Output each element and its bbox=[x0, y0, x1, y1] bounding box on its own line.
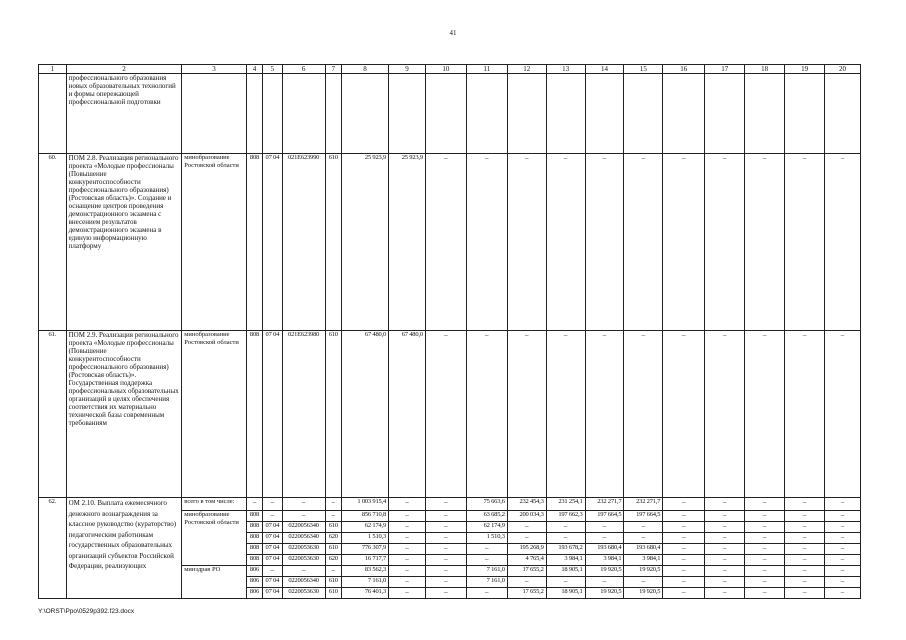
year-col-10: – bbox=[425, 331, 466, 498]
cell: 200 034,3 bbox=[507, 511, 546, 522]
cell: 0220056340 bbox=[282, 522, 325, 533]
cell: 808 bbox=[246, 522, 262, 533]
year-col-13: – bbox=[546, 154, 585, 331]
column-number-17: 17 bbox=[705, 65, 745, 74]
cell: – bbox=[425, 544, 466, 555]
table-row-continued bbox=[39, 74, 861, 154]
year-col-15: – bbox=[624, 154, 663, 331]
cell: – bbox=[507, 522, 546, 533]
cell: – bbox=[546, 533, 585, 544]
column-number-10: 10 bbox=[425, 65, 466, 74]
total-amount: 67 480,0 bbox=[341, 331, 388, 498]
cell: – bbox=[663, 533, 705, 544]
cell: – bbox=[705, 522, 745, 533]
cell: 07 04 bbox=[263, 533, 282, 544]
column-number-19: 19 bbox=[785, 65, 825, 74]
cell: 193 678,2 bbox=[546, 544, 585, 555]
cell: – bbox=[389, 588, 426, 599]
cell: 0220056340 bbox=[282, 577, 325, 588]
cell: – bbox=[745, 511, 785, 522]
cell: – bbox=[663, 577, 705, 588]
cell: – bbox=[585, 577, 624, 588]
column-number-3: 3 bbox=[182, 65, 246, 74]
cell: – bbox=[263, 498, 282, 511]
cell: 7 161,0 bbox=[466, 566, 507, 577]
year-col-17: – bbox=[705, 154, 745, 331]
cell: 17 655,2 bbox=[507, 566, 546, 577]
cell: 4 765,4 bbox=[507, 555, 546, 566]
cell: – bbox=[246, 498, 262, 511]
cell: – bbox=[705, 555, 745, 566]
row-number: 60. bbox=[39, 154, 67, 331]
row-number: 61. bbox=[39, 331, 67, 498]
cell: – bbox=[466, 544, 507, 555]
cell: 808 bbox=[246, 555, 262, 566]
column-number-6: 6 bbox=[282, 65, 325, 74]
row-number: 62. bbox=[39, 498, 67, 599]
table-body bbox=[39, 65, 861, 599]
year-col-18: – bbox=[745, 331, 785, 498]
year-col-20: – bbox=[825, 331, 861, 498]
code-gr: 808 bbox=[246, 154, 262, 331]
cell: 62 174,9 bbox=[466, 522, 507, 533]
column-number-1: 1 bbox=[39, 65, 67, 74]
cell: 610 bbox=[325, 577, 341, 588]
cell: 3 984,1 bbox=[624, 555, 663, 566]
cell: – bbox=[389, 511, 426, 522]
total-amount: 25 923,9 bbox=[341, 154, 388, 331]
year-col-10: – bbox=[425, 154, 466, 331]
cell: 195 268,9 bbox=[507, 544, 546, 555]
page-number: 41 bbox=[449, 29, 457, 37]
cell: – bbox=[663, 511, 705, 522]
cell: 610 bbox=[325, 544, 341, 555]
cell: 0220056340 bbox=[282, 533, 325, 544]
cell: 3 984,1 bbox=[546, 555, 585, 566]
executor: минобразование Ростовской области bbox=[182, 331, 246, 498]
code-vr: 610 bbox=[325, 331, 341, 498]
cell: 776 307,9 bbox=[341, 544, 388, 555]
cell: – bbox=[745, 533, 785, 544]
cell: 18 905,1 bbox=[546, 566, 585, 577]
code-rzpr: 07 04 bbox=[263, 331, 282, 498]
code-vr: 610 bbox=[325, 154, 341, 331]
column-number-12: 12 bbox=[507, 65, 546, 74]
cell: 07 04 bbox=[263, 555, 282, 566]
cell: – bbox=[663, 522, 705, 533]
cell: – bbox=[263, 511, 282, 522]
cell: – bbox=[785, 555, 825, 566]
cell: 07 04 bbox=[263, 577, 282, 588]
cell: – bbox=[282, 566, 325, 577]
year-col-20: – bbox=[825, 154, 861, 331]
cell: 197 662,3 bbox=[546, 511, 585, 522]
year-col-14: – bbox=[585, 154, 624, 331]
cell: 1 003 915,4 bbox=[341, 498, 388, 511]
cell: – bbox=[825, 522, 861, 533]
cell: – bbox=[389, 566, 426, 577]
cell: – bbox=[624, 577, 663, 588]
cell: 0220053630 bbox=[282, 588, 325, 599]
cell: 197 664,5 bbox=[585, 511, 624, 522]
cell: 808 bbox=[246, 544, 262, 555]
executor-minzdrav: минздрав РО bbox=[182, 566, 246, 599]
cell: – bbox=[425, 522, 466, 533]
cell: – bbox=[466, 555, 507, 566]
cell: – bbox=[585, 533, 624, 544]
year-col-13: – bbox=[546, 331, 585, 498]
cell: 63 685,2 bbox=[466, 511, 507, 522]
column-number-5: 5 bbox=[263, 65, 282, 74]
column-number-2: 2 bbox=[66, 65, 182, 74]
executor: минобразование Ростовской области bbox=[182, 154, 246, 331]
measure-name: ПОМ 2.9. Реализация регионального проекта «Молодые профессионалы (Повышение конкурентоспособности профессионального образования) (Ростовская область)». Государственная поддержка профессиональных образовательных организаций в целях обеспечения соответствия их материально технической базы современным требованиям bbox=[66, 331, 182, 498]
measure-name: профессионального образования новых образовательных технологий и формы опережающей профессиональной подготовки bbox=[66, 74, 182, 154]
cell: 07 04 bbox=[263, 522, 282, 533]
column-number-header bbox=[39, 65, 861, 74]
cell: – bbox=[705, 566, 745, 577]
cell: 232 271,7 bbox=[585, 498, 624, 511]
cell: 1 510,3 bbox=[466, 533, 507, 544]
cell: – bbox=[785, 588, 825, 599]
cell: 808 bbox=[246, 533, 262, 544]
cell: – bbox=[325, 511, 341, 522]
year-col-12: – bbox=[507, 331, 546, 498]
code-gr: 808 bbox=[246, 331, 262, 498]
cell: – bbox=[663, 555, 705, 566]
measure-name: ОМ 2.10. Выплата ежемесячного денежного вознаграждения за классное руководство (кураторство) педагогическим работникам государственных образовательных организаций субъектов Российской Федерации, реализующих bbox=[66, 498, 182, 599]
cell: – bbox=[705, 511, 745, 522]
cell: – bbox=[663, 544, 705, 555]
cell: – bbox=[389, 555, 426, 566]
cell: 19 920,5 bbox=[624, 566, 663, 577]
cell: 18 905,1 bbox=[546, 588, 585, 599]
cell: – bbox=[705, 498, 745, 511]
cell: – bbox=[705, 544, 745, 555]
cell: 197 664,5 bbox=[624, 511, 663, 522]
cell: – bbox=[825, 577, 861, 588]
cell: 193 680,4 bbox=[585, 544, 624, 555]
column-number-4: 4 bbox=[246, 65, 262, 74]
year-col-16: – bbox=[663, 154, 705, 331]
cell: 16 717,7 bbox=[341, 555, 388, 566]
cell: 856 710,8 bbox=[341, 511, 388, 522]
cell: 07 04 bbox=[263, 544, 282, 555]
year-col-19: – bbox=[785, 331, 825, 498]
cell: – bbox=[389, 522, 426, 533]
cell: – bbox=[745, 555, 785, 566]
executor-total: всего в том числе: bbox=[182, 498, 246, 511]
cell: – bbox=[825, 533, 861, 544]
cell: 620 bbox=[325, 555, 341, 566]
column-number-15: 15 bbox=[624, 65, 663, 74]
cell: – bbox=[425, 511, 466, 522]
cell: 3 984,1 bbox=[585, 555, 624, 566]
cell: 806 bbox=[246, 588, 262, 599]
cell: – bbox=[705, 533, 745, 544]
file-path-footer: Y:\ORST\Ppo\0529p392.f23.docx bbox=[38, 608, 135, 615]
cell: 19 920,5 bbox=[585, 566, 624, 577]
year-2019: 67 480,0 bbox=[389, 331, 426, 498]
cell: 19 920,5 bbox=[585, 588, 624, 599]
cell-num bbox=[39, 74, 67, 154]
code-rzpr: 07 04 bbox=[263, 154, 282, 331]
cell: 193 680,4 bbox=[624, 544, 663, 555]
cell: – bbox=[825, 498, 861, 511]
column-number-7: 7 bbox=[325, 65, 341, 74]
cell: – bbox=[425, 533, 466, 544]
cell: – bbox=[507, 533, 546, 544]
cell: – bbox=[825, 566, 861, 577]
cell: – bbox=[546, 522, 585, 533]
column-number-13: 13 bbox=[546, 65, 585, 74]
year-col-11: – bbox=[466, 154, 507, 331]
cell: 232 454,3 bbox=[507, 498, 546, 511]
cell: 806 bbox=[246, 577, 262, 588]
cell: 231 254,1 bbox=[546, 498, 585, 511]
cell: 76 401,3 bbox=[341, 588, 388, 599]
year-col-12: – bbox=[507, 154, 546, 331]
year-col-11: – bbox=[466, 331, 507, 498]
executor-minobr: минобразование Ростовской области bbox=[182, 511, 246, 566]
cell: – bbox=[745, 577, 785, 588]
cell: 75 663,6 bbox=[466, 498, 507, 511]
cell: – bbox=[705, 577, 745, 588]
year-2019: 25 923,9 bbox=[389, 154, 426, 331]
cell: – bbox=[585, 522, 624, 533]
code-csr: 021E623980 bbox=[282, 331, 325, 498]
cell: – bbox=[825, 544, 861, 555]
cell: – bbox=[785, 511, 825, 522]
column-number-20: 20 bbox=[825, 65, 861, 74]
cell: 620 bbox=[325, 533, 341, 544]
cell: – bbox=[425, 498, 466, 511]
cell: – bbox=[663, 566, 705, 577]
cell: 7 161,0 bbox=[341, 577, 388, 588]
cell: – bbox=[663, 498, 705, 511]
cell: – bbox=[785, 544, 825, 555]
cell: – bbox=[425, 588, 466, 599]
cell: 07 04 bbox=[263, 588, 282, 599]
table-row-61 bbox=[39, 331, 861, 498]
code-csr: 021E623990 bbox=[282, 154, 325, 331]
cell: 62 174,9 bbox=[341, 522, 388, 533]
cell: 808 bbox=[246, 511, 262, 522]
cell: 7 161,0 bbox=[466, 577, 507, 588]
cell: – bbox=[466, 588, 507, 599]
cell: 0220053630 bbox=[282, 544, 325, 555]
cell: – bbox=[389, 498, 426, 511]
cell: – bbox=[785, 522, 825, 533]
column-number-14: 14 bbox=[585, 65, 624, 74]
cell: – bbox=[389, 544, 426, 555]
cell: – bbox=[389, 577, 426, 588]
cell: – bbox=[263, 566, 282, 577]
year-col-17: – bbox=[705, 331, 745, 498]
cell: – bbox=[325, 498, 341, 511]
column-number-16: 16 bbox=[663, 65, 705, 74]
cell: – bbox=[825, 511, 861, 522]
cell: 610 bbox=[325, 588, 341, 599]
cell: – bbox=[705, 588, 745, 599]
cell: 83 562,3 bbox=[341, 566, 388, 577]
cell: – bbox=[785, 566, 825, 577]
cell: – bbox=[425, 566, 466, 577]
budget-table bbox=[38, 64, 861, 599]
year-col-14: – bbox=[585, 331, 624, 498]
cell: – bbox=[425, 577, 466, 588]
cell: – bbox=[745, 566, 785, 577]
cell: – bbox=[785, 577, 825, 588]
cell: 19 920,5 bbox=[624, 588, 663, 599]
cell: – bbox=[624, 533, 663, 544]
cell: – bbox=[282, 498, 325, 511]
cell: – bbox=[745, 588, 785, 599]
year-col-19: – bbox=[785, 154, 825, 331]
cell: 232 271,7 bbox=[624, 498, 663, 511]
measure-name: ПОМ 2.8. Реализация регионального проекта «Молодые профессионалы (Повышение конкурентоспособности профессионального образования) (Ростовская область)». Создание и оснащение центров проведения демонстрационного экзамена с внесением результатов демонстрационного экзамена в единую информационную платформу bbox=[66, 154, 182, 331]
cell: 0220053630 bbox=[282, 555, 325, 566]
cell: – bbox=[825, 588, 861, 599]
cell: – bbox=[389, 533, 426, 544]
year-col-15: – bbox=[624, 331, 663, 498]
cell: 1 510,3 bbox=[341, 533, 388, 544]
cell: – bbox=[425, 555, 466, 566]
cell: – bbox=[663, 588, 705, 599]
table-row-60 bbox=[39, 154, 861, 331]
cell: – bbox=[785, 533, 825, 544]
year-col-18: – bbox=[745, 154, 785, 331]
cell: – bbox=[624, 522, 663, 533]
cell: – bbox=[825, 555, 861, 566]
cell: 17 655,2 bbox=[507, 588, 546, 599]
cell: – bbox=[282, 511, 325, 522]
cell: – bbox=[745, 498, 785, 511]
cell: – bbox=[325, 566, 341, 577]
cell: – bbox=[745, 544, 785, 555]
column-number-11: 11 bbox=[466, 65, 507, 74]
cell: – bbox=[507, 577, 546, 588]
cell: – bbox=[745, 522, 785, 533]
cell: 806 bbox=[246, 566, 262, 577]
column-number-8: 8 bbox=[341, 65, 388, 74]
table-row-62-sub bbox=[39, 498, 861, 511]
year-col-16: – bbox=[663, 331, 705, 498]
cell: – bbox=[785, 498, 825, 511]
cell: – bbox=[546, 577, 585, 588]
column-number-9: 9 bbox=[389, 65, 426, 74]
column-number-18: 18 bbox=[745, 65, 785, 74]
cell: 610 bbox=[325, 522, 341, 533]
